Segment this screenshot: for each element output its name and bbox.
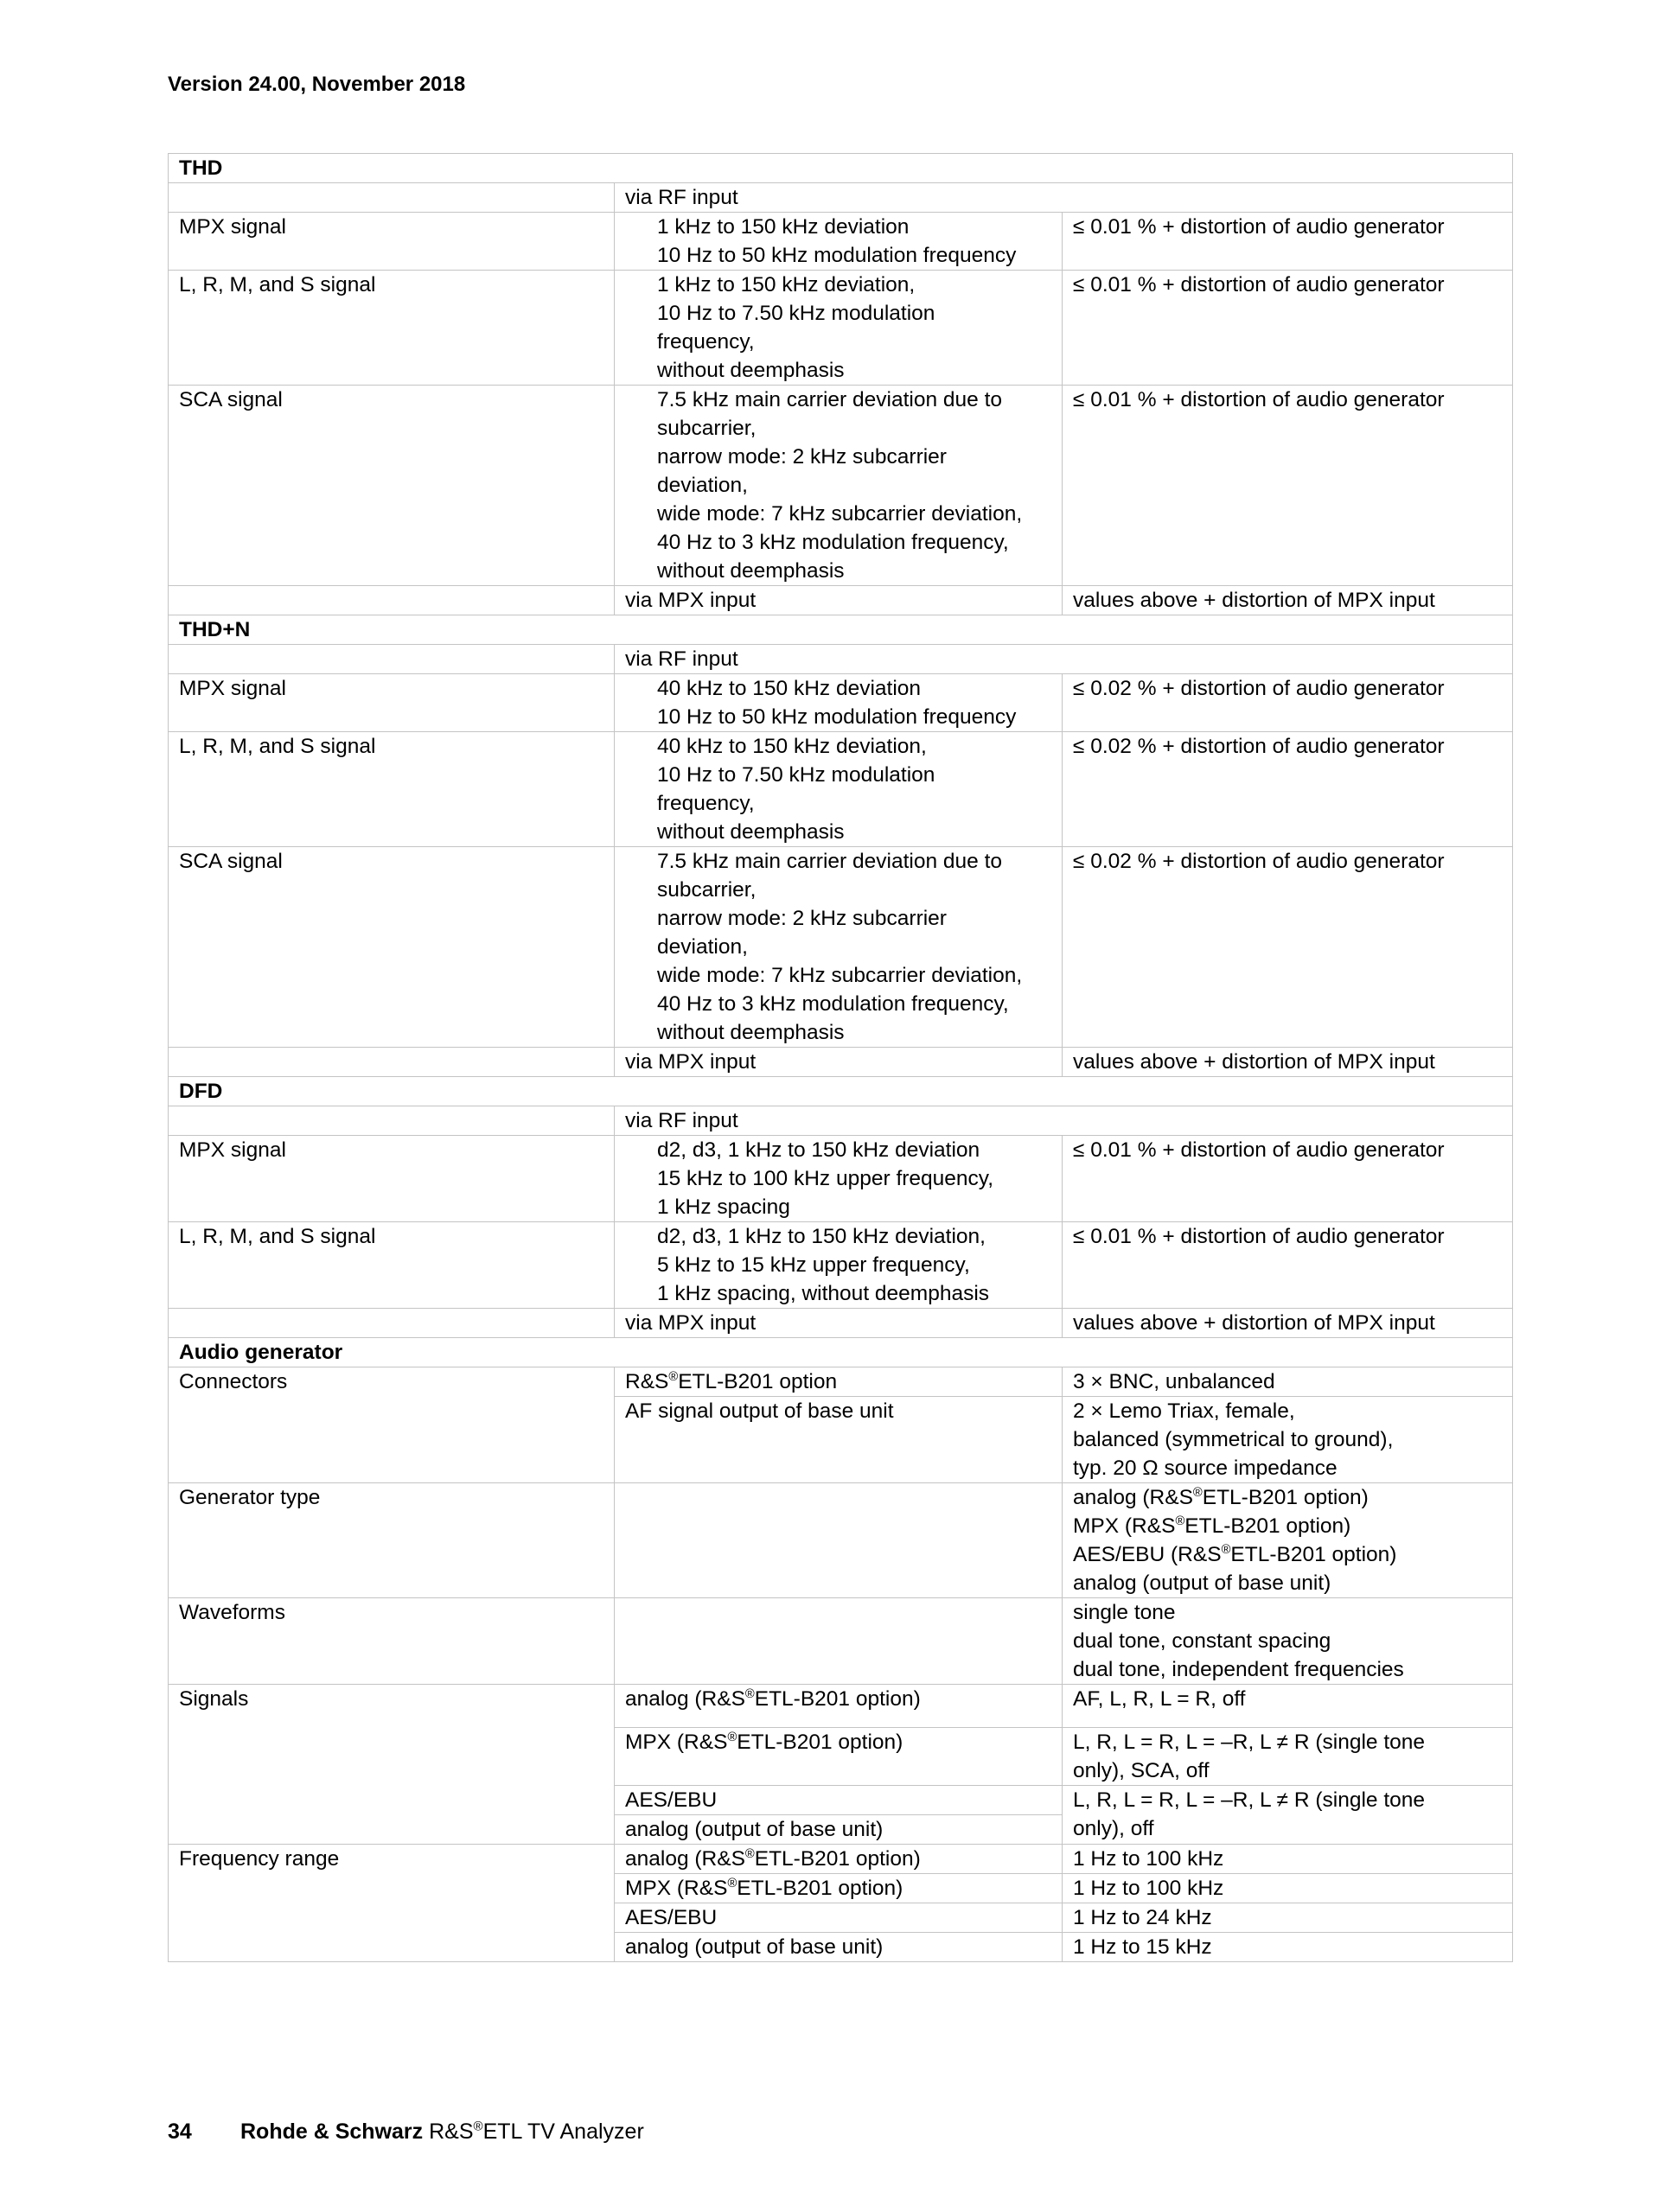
table-row (169, 1685, 1513, 1728)
condition-line: 10 Hz to 50 kHz modulation frequency (657, 244, 1017, 267)
condition-cell: R&S®ETL-B201 option (615, 1367, 1063, 1397)
row-label: SCA signal (169, 847, 615, 1048)
table-row (169, 1598, 1513, 1685)
page-footer (168, 2120, 644, 2145)
section-row-dfd (169, 1077, 1513, 1106)
spec-value: 1 Hz to 100 kHz (1063, 1874, 1513, 1903)
spec-value: ≤ 0.01 % + distortion of audio generator (1063, 386, 1513, 586)
condition-line: 40 kHz to 150 kHz deviation, (657, 735, 927, 758)
specifications-table (168, 153, 1513, 1962)
table-row (169, 732, 1513, 847)
condition-line: without deemphasis (657, 359, 845, 382)
row-label: Waveforms (169, 1598, 615, 1685)
via-mpx-input-label: via MPX input (615, 1309, 1063, 1338)
condition-line: without deemphasis (657, 1021, 845, 1044)
section-title-audio-generator: Audio generator (169, 1338, 1513, 1367)
row-label: MPX signal (169, 674, 615, 732)
table-row (169, 1483, 1513, 1598)
condition-cell: analog (output of base unit) (615, 1933, 1063, 1962)
condition-cell: analog (R&S®ETL-B201 option) (615, 1845, 1063, 1874)
spec-value-line: analog (output of base unit) (1073, 1571, 1331, 1595)
condition-line: narrow mode: 2 kHz subcarrier (657, 445, 947, 469)
table-row (169, 1845, 1513, 1874)
table-row (169, 183, 1513, 213)
section-title-thd: THD (169, 154, 1513, 183)
footer-brand: Rohde & Schwarz (240, 2120, 424, 2144)
spec-value-line: only), off (1073, 1817, 1154, 1840)
row-label: Signals (169, 1685, 615, 1845)
table-row (169, 1367, 1513, 1397)
condition-cell: MPX (R&S®ETL-B201 option) (615, 1874, 1063, 1903)
condition-cell: AF signal output of base unit (615, 1397, 1063, 1483)
condition-line: 5 kHz to 15 kHz upper frequency, (657, 1253, 970, 1277)
condition-line: deviation, (657, 474, 748, 497)
spec-value: ≤ 0.02 % + distortion of audio generator (1063, 732, 1513, 847)
table-row (169, 586, 1513, 615)
spec-value-line: typ. 20 Ω source impedance (1073, 1457, 1338, 1480)
table-row (169, 1106, 1513, 1136)
table-row (169, 271, 1513, 386)
spec-value-line: dual tone, constant spacing (1073, 1629, 1331, 1653)
row-label: SCA signal (169, 386, 615, 586)
spec-value-line: balanced (symmetrical to ground), (1073, 1428, 1394, 1451)
spec-value-line: MPX (R&S®ETL-B201 option) (1073, 1514, 1351, 1538)
spec-value: ≤ 0.01 % + distortion of audio generator (1063, 1136, 1513, 1222)
condition-line: 1 kHz spacing (657, 1195, 790, 1219)
spec-value-line: 2 × Lemo Triax, female, (1073, 1399, 1295, 1423)
spec-value: ≤ 0.01 % + distortion of audio generator (1063, 1222, 1513, 1309)
condition-line: d2, d3, 1 kHz to 150 kHz deviation, (657, 1225, 986, 1248)
condition-line: frequency, (657, 330, 755, 354)
spec-value: values above + distortion of MPX input (1063, 1309, 1513, 1338)
condition-line: 40 Hz to 3 kHz modulation frequency, (657, 531, 1009, 554)
condition-line: 1 kHz to 150 kHz deviation, (657, 273, 916, 296)
spec-value: ≤ 0.01 % + distortion of audio generator (1063, 213, 1513, 271)
via-mpx-input-label: via MPX input (615, 586, 1063, 615)
condition-line: 10 Hz to 50 kHz modulation frequency (657, 705, 1017, 729)
row-label: Frequency range (169, 1845, 615, 1962)
table-row (169, 1136, 1513, 1222)
footer-product: R&S®ETL TV Analyzer (423, 2119, 644, 2144)
via-rf-input-label: via RF input (615, 645, 1513, 674)
condition-line: 15 kHz to 100 kHz upper frequency, (657, 1167, 994, 1190)
spec-value-line: L, R, L = R, L = –R, L ≠ R (single tone (1073, 1788, 1426, 1812)
condition-line: deviation, (657, 935, 748, 959)
spec-value: values above + distortion of MPX input (1063, 1048, 1513, 1077)
via-rf-input-label: via RF input (615, 1106, 1513, 1136)
row-label: Generator type (169, 1483, 615, 1598)
spec-value: ≤ 0.02 % + distortion of audio generator (1063, 847, 1513, 1048)
condition-line: subcarrier, (657, 878, 757, 902)
condition-line: 40 kHz to 150 kHz deviation (657, 677, 922, 700)
row-label: L, R, M, and S signal (169, 1222, 615, 1309)
spec-value-line: analog (R&S®ETL-B201 option) (1073, 1485, 1369, 1509)
section-row-thdn (169, 615, 1513, 645)
version-header: Version 24.00, November 2018 (168, 73, 466, 96)
table-row (169, 1222, 1513, 1309)
via-rf-input-label: via RF input (615, 183, 1513, 213)
spec-value-line: dual tone, independent frequencies (1073, 1658, 1404, 1681)
condition-line: wide mode: 7 kHz subcarrier deviation, (657, 964, 1023, 987)
table-row (169, 645, 1513, 674)
condition-cell: analog (R&S®ETL-B201 option) (615, 1685, 1063, 1728)
row-label: L, R, M, and S signal (169, 271, 615, 386)
spec-value: 3 × BNC, unbalanced (1063, 1367, 1513, 1397)
condition-line: d2, d3, 1 kHz to 150 kHz deviation (657, 1138, 980, 1162)
condition-line: 1 kHz spacing, without deemphasis (657, 1282, 990, 1305)
condition-line: 10 Hz to 7.50 kHz modulation (657, 763, 935, 787)
condition-cell: AES/EBU (615, 1903, 1063, 1933)
section-row-audio-generator (169, 1338, 1513, 1367)
condition-line: 40 Hz to 3 kHz modulation frequency, (657, 992, 1009, 1016)
spec-value: 1 Hz to 100 kHz (1063, 1845, 1513, 1874)
condition-line: frequency, (657, 792, 755, 815)
spec-value: ≤ 0.01 % + distortion of audio generator (1063, 271, 1513, 386)
spec-value-line: single tone (1073, 1601, 1176, 1624)
spec-value-line: L, R, L = R, L = –R, L ≠ R (single tone (1073, 1731, 1426, 1754)
page-number: 34 (168, 2120, 192, 2144)
condition-cell: analog (output of base unit) (615, 1815, 1063, 1845)
via-mpx-input-label: via MPX input (615, 1048, 1063, 1077)
table-row (169, 674, 1513, 732)
row-label: MPX signal (169, 1136, 615, 1222)
condition-cell: MPX (R&S®ETL-B201 option) (615, 1728, 1063, 1786)
condition-line: wide mode: 7 kHz subcarrier deviation, (657, 502, 1023, 526)
table-row (169, 213, 1513, 271)
row-label: Connectors (169, 1367, 615, 1483)
table-row (169, 386, 1513, 586)
condition-line: narrow mode: 2 kHz subcarrier (657, 907, 947, 930)
condition-line: 7.5 kHz main carrier deviation due to (657, 388, 1002, 411)
condition-line: 1 kHz to 150 kHz deviation (657, 215, 910, 239)
section-title-dfd: DFD (169, 1077, 1513, 1106)
spec-value: values above + distortion of MPX input (1063, 586, 1513, 615)
table-row (169, 1309, 1513, 1338)
spec-value: 1 Hz to 15 kHz (1063, 1933, 1513, 1962)
condition-line: without deemphasis (657, 820, 845, 844)
spec-value: ≤ 0.02 % + distortion of audio generator (1063, 674, 1513, 732)
spec-value: AF, L, R, L = R, off (1063, 1685, 1513, 1728)
table-row (169, 1048, 1513, 1077)
condition-line: without deemphasis (657, 559, 845, 583)
condition-line: 7.5 kHz main carrier deviation due to (657, 850, 1002, 873)
row-label: L, R, M, and S signal (169, 732, 615, 847)
section-title-thdn: THD+N (169, 615, 1513, 645)
row-label: MPX signal (169, 213, 615, 271)
condition-cell: AES/EBU (615, 1786, 1063, 1815)
condition-line: 10 Hz to 7.50 kHz modulation (657, 302, 935, 325)
spec-value: 1 Hz to 24 kHz (1063, 1903, 1513, 1933)
condition-line: subcarrier, (657, 417, 757, 440)
section-row-thd (169, 154, 1513, 183)
spec-value-line: only), SCA, off (1073, 1759, 1210, 1782)
spec-value-line: AES/EBU (R&S®ETL-B201 option) (1073, 1542, 1397, 1566)
table-row (169, 847, 1513, 1048)
